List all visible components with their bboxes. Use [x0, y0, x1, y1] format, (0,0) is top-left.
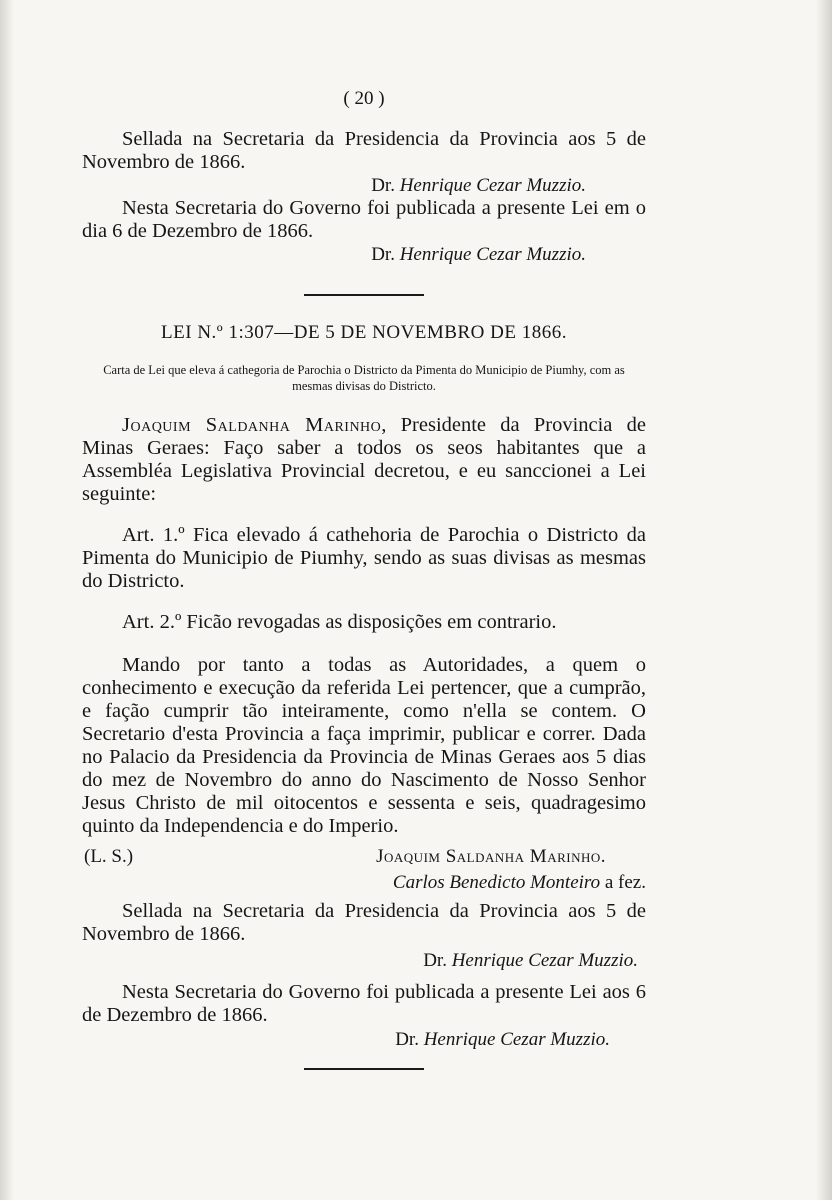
signature-1-prefix: Dr. [371, 175, 395, 196]
law-intro [82, 414, 646, 506]
section-divider-2 [304, 1068, 424, 1070]
scan-edge-right [816, 0, 832, 1200]
page-content [82, 88, 646, 1070]
signature-3 [82, 948, 646, 973]
seal-mark: (L. S.) [84, 846, 134, 867]
clerk-line [82, 870, 646, 896]
law-title: LEI N.º 1:307—DE 5 DE NOVEMBRO DE 1866. [161, 322, 567, 343]
sellada-paragraph-2: Sellada na Secretaria da Presidencia da Provincia aos 5 de Novembro de 1866. [82, 900, 646, 945]
signature-3-name: Henrique Cezar Muzzio. [451, 950, 638, 971]
sellada-paragraph-1: Sellada na Secretaria da Presidencia da Provincia aos 5 de Novembro de 1866. [82, 128, 646, 173]
mando-paragraph: Mando por tanto a todas as Autoridades, a quem o conhecimento e execução da referida Lei pertencer, que a cumprão, e fação cumprir tão inteiramente, como n'ella se contem. O Secretario d'esta Provincia a faça imprimir, publicar e correr. Dada no Palacio da Presidencia da Provincia de Minas Geraes aos 5 dias do mez de Novembro do anno do Nascimento de Nosso Senhor Jesus Christo de mil oitocentos e sessenta e seis, quadragesimo quinto da Independencia e do Imperio. [82, 654, 646, 837]
signature-4-prefix: Dr. [395, 1029, 419, 1050]
president-signature: Joaquim Saldanha Marinho. [376, 846, 606, 867]
signature-2-prefix: Dr. [371, 244, 395, 265]
article-2: Art. 2.º Ficão revogadas as disposições em contrario. [122, 611, 557, 633]
article-1: Art. 1.º Fica elevado á cathehoria de Parochia o Districto da Pimenta do Municipio de Piumhy, sendo as suas divisas as mesmas do Districto. [82, 524, 646, 592]
nesta-paragraph-1: Nesta Secretaria do Governo foi publicada a presente Lei em o dia 6 de Dezembro de 1866. [82, 197, 646, 242]
signature-4 [82, 1027, 646, 1052]
law-intro-text: , Presidente da Provincia de Minas Geraes: Faço saber a todos os seos habitantes que a Assembléa Legislativa Provincial decretou, e eu sanccionei a Lei seguinte: [82, 414, 646, 505]
signature-3-prefix: Dr. [423, 950, 447, 971]
signature-2-name: Henrique Cezar Muzzio. [399, 244, 586, 265]
page-number: ( 20 ) [343, 88, 385, 109]
clerk-suffix: a fez. [600, 872, 646, 893]
president-name: Joaquim Saldanha Marinho [122, 414, 382, 436]
scan-edge-left [0, 0, 14, 1200]
signature-1-name: Henrique Cezar Muzzio. [399, 175, 586, 196]
signature-1 [82, 174, 646, 197]
clerk-name: Carlos Benedicto Monteiro [392, 872, 601, 893]
law-summary: Carta de Lei que eleva á cathegoria de Parochia o Districto da Pimenta do Municipio de Piumhy, com as mesmas divisas do Districto. [103, 363, 625, 393]
nesta-paragraph-2: Nesta Secretaria do Governo foi publicada a presente Lei aos 6 de Dezembro de 1866. [82, 981, 646, 1026]
seal-signature-row [82, 844, 646, 870]
signature-2 [82, 243, 646, 266]
signature-4-name: Henrique Cezar Muzzio. [423, 1029, 610, 1050]
section-divider-1 [304, 294, 424, 296]
